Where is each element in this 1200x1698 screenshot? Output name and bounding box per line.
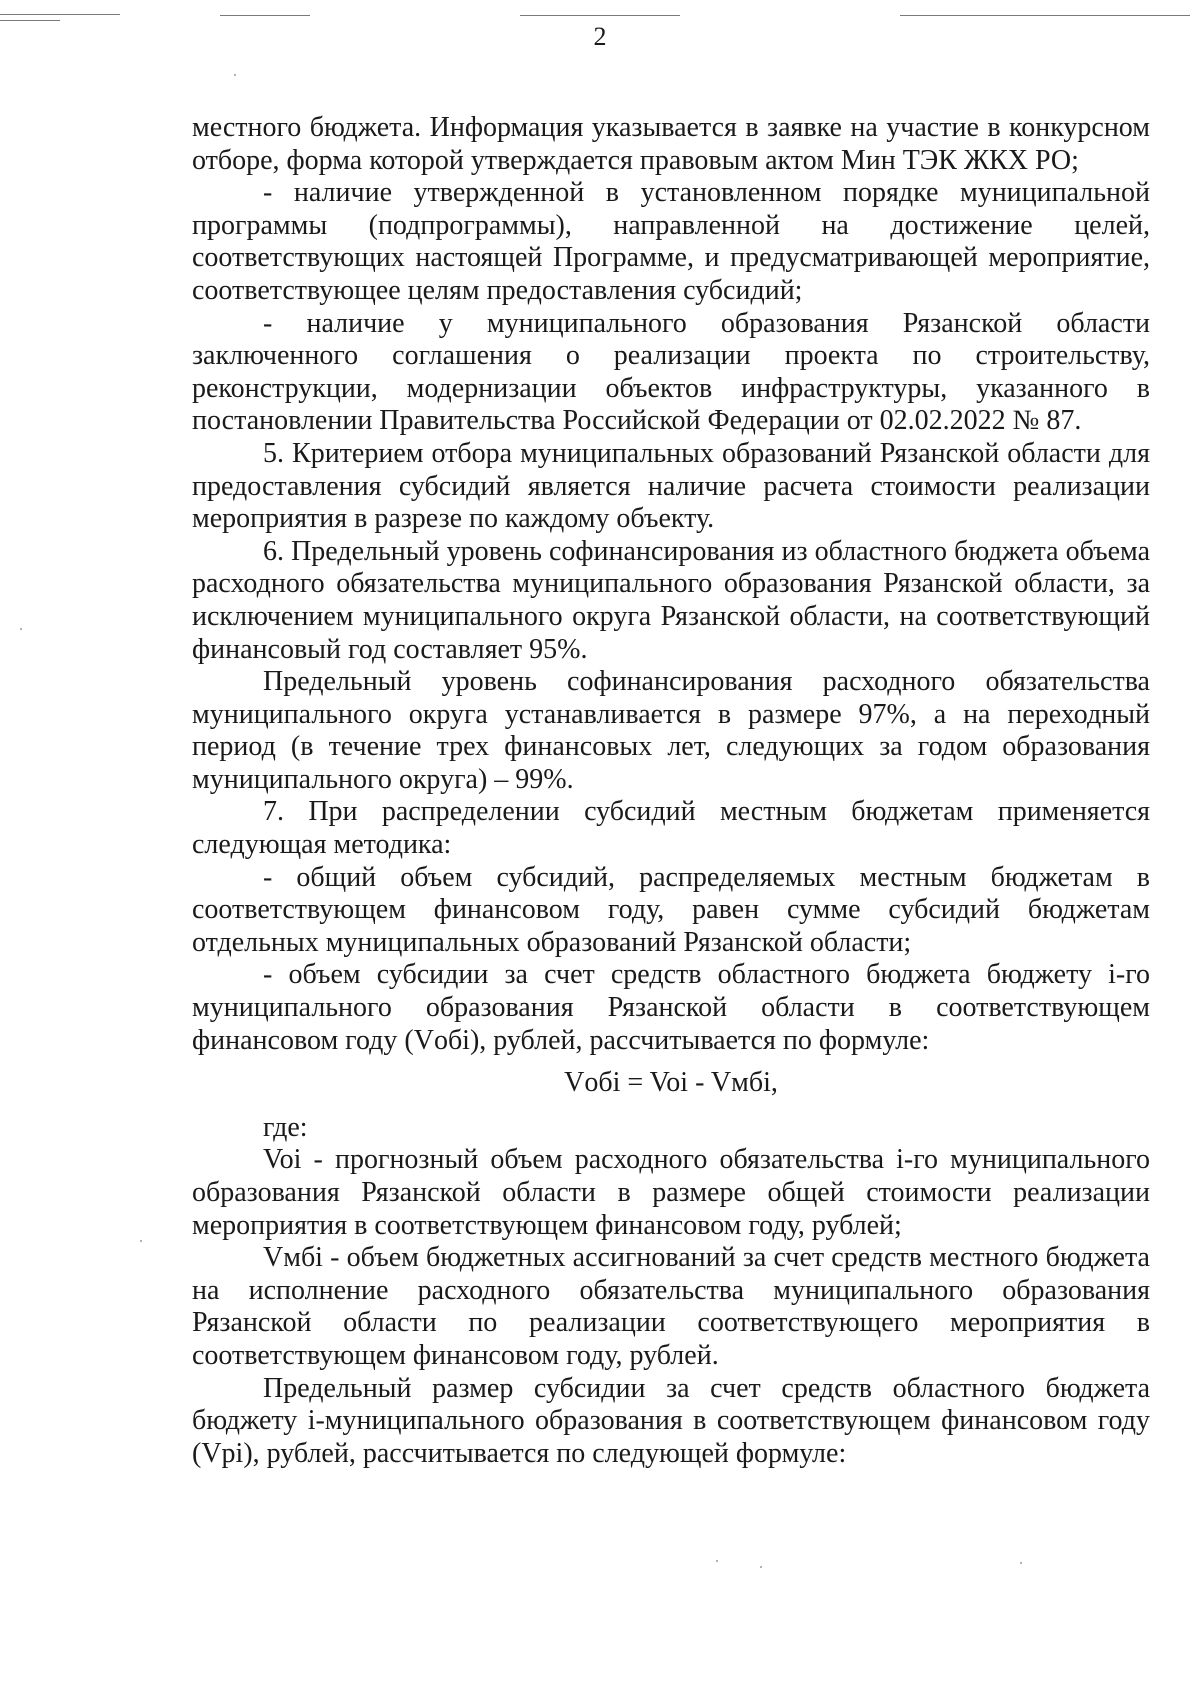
paragraph: Предельный уровень софинансирования расходного обязательства муниципального округа устанавливается в размере 97%, а на переходный период (в течение трех финансовых лет, следующих за годом образования муниципального округа) – 99%. xyxy=(192,666,1150,795)
paragraph: местного бюджета. Информация указывается в заявке на участие в конкурсном отборе, форма которой утверждается правовым актом Мин ТЭК ЖКХ РО; xyxy=(192,112,1150,176)
paragraph: 6. Предельный уровень софинансирования из областного бюджета объема расходного обязательства муниципального образования Рязанской области, за исключением муниципального округа Рязанской области, на соответствующий финансовый год составляет 95%. xyxy=(192,535,1150,665)
scan-speck xyxy=(760,1566,762,1568)
scan-artifact xyxy=(0,14,120,15)
page-number: 2 xyxy=(593,22,607,51)
definition: Voi - прогнозный объем расходного обязательства i-го муниципального образования Рязанской области в размере общей стоимости реализации мероприятия в соответствующем финансовом году, рублей; xyxy=(192,1144,1150,1241)
scan-artifact xyxy=(220,15,310,16)
scan-speck xyxy=(140,1240,142,1242)
list-item: - общий объем субсидий, распределяемых местным бюджетам в соответствующем финансовом году, равен сумме субсидий бюджетам отдельных муниципальных образований Рязанской области; xyxy=(192,861,1150,958)
scan-speck xyxy=(20,628,22,630)
scan-artifact xyxy=(0,20,60,21)
list-item: - объем субсидии за счет средств областного бюджета бюджету i-го муниципального образования Рязанской области в соответствующем финансовом году (Vобi), рублей, рассчитывается по формуле: xyxy=(192,959,1150,1056)
list-item: - наличие утвержденной в установленном порядке муниципальной программы (подпрограммы), направленной на достижение целей, соответствующих настоящей Программе, и предусматривающей мероприятие, соответствующее целям предоставления субсидий; xyxy=(192,177,1150,306)
definition: Vмбi - объем бюджетных ассигнований за счет средств местного бюджета на исполнение расходного обязательства муниципального образования Рязанской области по реализации соответствующего мероприятия в соответствующем финансовом году, рублей. xyxy=(192,1242,1150,1371)
scan-artifact xyxy=(900,15,1190,16)
paragraph: 5. Критерием отбора муниципальных образований Рязанской области для предоставления субсидий является наличие расчета стоимости реализации мероприятия в разрезе по каждому объекту. xyxy=(192,437,1150,535)
scan-artifact xyxy=(520,15,680,16)
document-body xyxy=(192,112,1150,1470)
formula: Vобi = Voi - Vмбi, xyxy=(564,1067,778,1099)
paragraph: Предельный размер субсидии за счет средств областного бюджета бюджету i-муниципального образования в соответствующем финансовом году (Vpi), рублей, рассчитывается по следующей формуле: xyxy=(192,1372,1150,1469)
scan-speck xyxy=(1020,1562,1022,1564)
list-item: - наличие у муниципального образования Рязанской области заключенного соглашения о реализации проекта по строительству, реконструкции, модернизации объектов инфраструктуры, указанного в постановлении Правительства Российской Федерации от 02.02.2022 № 87. xyxy=(192,307,1150,437)
where-label: где: xyxy=(263,1111,308,1143)
scan-speck xyxy=(234,74,236,76)
scan-speck xyxy=(716,1560,718,1562)
paragraph: 7. При распределении субсидий местным бюджетам применяется следующая методика: xyxy=(192,796,1150,861)
